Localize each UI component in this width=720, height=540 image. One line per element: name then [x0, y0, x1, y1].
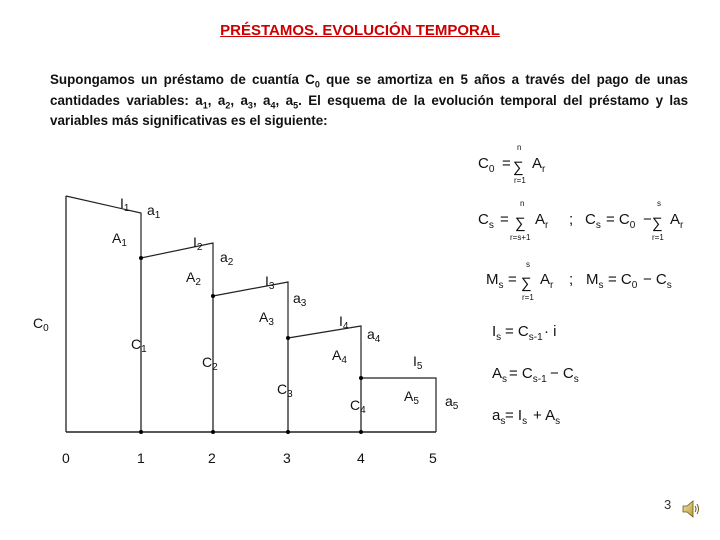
- formula-c0: [478, 143, 546, 185]
- intro-sub: 3: [247, 100, 253, 111]
- svg-text:− Cs: − $C_s$: [550, 365, 579, 385]
- formula-cs: [478, 199, 684, 242]
- axis-dot: [286, 430, 290, 434]
- svg-text:− Cs: − $C_s$: [643, 271, 672, 291]
- svg-text:∑: ∑: [521, 275, 532, 292]
- svg-text:;: ;: [569, 211, 574, 228]
- intro-text: , a: [207, 92, 226, 108]
- svg-text:r=1: r=1: [522, 293, 534, 302]
- svg-text:= C0: = $C_0$: [606, 211, 636, 231]
- intro-text: Supongamos un préstamo de cuantía C: [50, 72, 315, 87]
- payment-label: $a_3$: [293, 290, 307, 309]
- slide-title: PRÉSTAMOS. EVOLUCIÓN TEMPORAL: [220, 22, 500, 39]
- svg-text:As: $A_s$: [492, 365, 508, 385]
- svg-text:as: $a_s$: [492, 407, 506, 427]
- svg-text:Ar: $A_r$: [532, 155, 546, 175]
- svg-text:s: s: [657, 199, 661, 208]
- svg-text:;: ;: [569, 271, 574, 288]
- svg-text:Ar: $A_r$: [535, 211, 549, 231]
- amortization-label: $A_5$: [404, 388, 419, 407]
- svg-text:= C0: = $C_0$: [608, 271, 638, 291]
- axis-tick-label: 2: [208, 450, 216, 466]
- axis-tick-label: 1: [137, 450, 145, 466]
- capital-label: $C_4$: [350, 397, 366, 416]
- svg-text:Is: $I_s$: [492, 323, 502, 343]
- svg-text:=: =: [502, 155, 511, 172]
- intro-sub: 4: [270, 100, 276, 111]
- amortization-label: $A_3$: [259, 309, 274, 328]
- svg-text:= Is: = $I_s$: [505, 407, 528, 427]
- svg-text:∑: ∑: [652, 215, 663, 232]
- capital-dot: [139, 256, 143, 260]
- payment-label: $a_4$: [367, 326, 381, 345]
- intro-sub: 2: [225, 100, 231, 111]
- amortization-label: $A_4$: [332, 347, 347, 366]
- formula-as: [492, 365, 579, 385]
- axis-dot: [211, 430, 215, 434]
- amortization-label: $A_2$: [186, 269, 201, 288]
- intro-text: que se amortiza en 5 años a través del pago de unas cantidades variables: a: [50, 72, 688, 108]
- intro-sub: 5: [293, 100, 299, 111]
- svg-text:n: n: [520, 199, 525, 208]
- amortization-label: $A_1$: [112, 230, 127, 249]
- svg-text:Ar: $A_r$: [670, 211, 684, 231]
- page-number: 3: [664, 497, 672, 512]
- intro-sub: 1: [202, 100, 208, 111]
- capital-dot: [286, 336, 290, 340]
- svg-text:r=1: r=1: [514, 176, 526, 185]
- svg-text:n: n: [517, 143, 522, 152]
- svg-text:r=s+1: r=s+1: [510, 233, 531, 242]
- svg-text:+ As: + $A_s$: [533, 407, 561, 427]
- axis-dot: [359, 430, 363, 434]
- svg-text:r=1: r=1: [652, 233, 664, 242]
- formula-is: [492, 323, 557, 343]
- intro-text: , a: [230, 92, 248, 108]
- capital-label: $C_3$: [277, 381, 293, 400]
- capital-label: $C_2$: [202, 354, 218, 373]
- svg-text:Ms: $M_s$: [586, 271, 604, 291]
- intro-text: , a: [275, 92, 294, 108]
- svg-text:s: s: [526, 260, 530, 269]
- sawtooth-line: [66, 196, 436, 432]
- svg-text:= Cs-1: = $C_{s-1}$: [509, 365, 547, 385]
- svg-text:−: −: [643, 211, 652, 228]
- payment-label: $a_2$: [220, 249, 234, 268]
- formula-ms: [486, 260, 672, 302]
- intro-sub: 0: [314, 79, 320, 90]
- axis-tick-label: 3: [283, 450, 291, 466]
- svg-text:Ar: $A_r$: [540, 271, 554, 291]
- axis-dot: [139, 430, 143, 434]
- svg-text:Cs: $C_s$: [585, 211, 601, 231]
- payment-label: $a_1$: [147, 202, 161, 221]
- interest-label: $I_1$: [120, 195, 130, 214]
- svg-text:∑: ∑: [515, 215, 526, 232]
- axis-tick-label: 4: [357, 450, 365, 466]
- svg-text:Ms: $M_s$: [486, 271, 504, 291]
- intro-text: , a: [252, 92, 271, 108]
- capital-label: $C_0$: [33, 315, 49, 334]
- svg-text:=: =: [500, 211, 509, 228]
- svg-text:C0: $C_0$: [478, 155, 495, 175]
- svg-text:· i: · i: [544, 323, 557, 340]
- formula-payment: [492, 407, 560, 427]
- interest-label: $I_2$: [193, 234, 203, 253]
- capital-dot: [359, 376, 363, 380]
- svg-text:=: =: [508, 271, 517, 288]
- axis-tick-label: 0: [62, 450, 70, 466]
- svg-text:= Cs-1: = $C_{s-1}$: [505, 323, 543, 343]
- svg-text:∑: ∑: [513, 159, 524, 176]
- interest-label: $I_4$: [339, 313, 349, 332]
- capital-dot: [211, 294, 215, 298]
- capital-label: $C_1$: [131, 336, 147, 355]
- payment-label: $a_5$: [445, 393, 459, 412]
- axis-tick-label: 5: [429, 450, 437, 466]
- interest-label: $I_5$: [413, 353, 423, 372]
- intro-text: . El esquema de la evolución temporal del préstamo y las variables más significativas es el siguiente:: [50, 92, 689, 129]
- interest-label: $I_3$: [265, 273, 275, 292]
- svg-text:Cs: $C_s$: [478, 211, 494, 231]
